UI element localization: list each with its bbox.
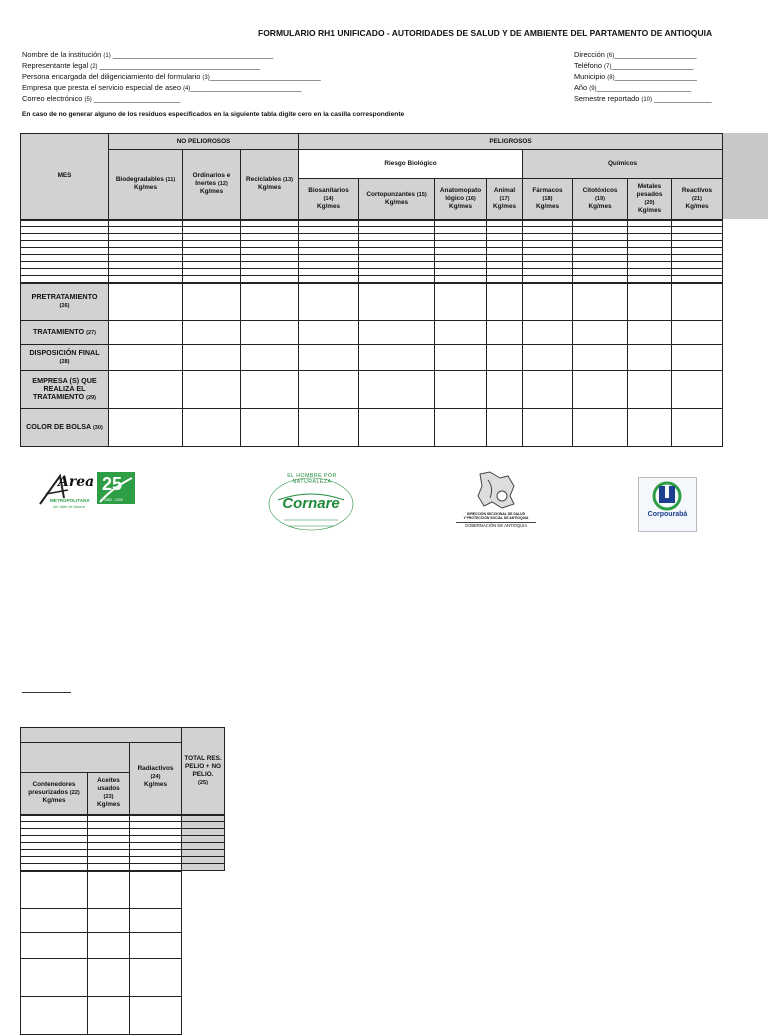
data-cell[interactable] — [523, 283, 573, 321]
data-cell[interactable] — [241, 227, 299, 234]
data-cell[interactable] — [435, 248, 487, 255]
area-sub1: METROPOLITANA — [50, 498, 90, 503]
data-cell[interactable] — [359, 283, 435, 321]
data-cell[interactable] — [672, 371, 723, 409]
field-representante[interactable]: Representante legal (2) _______________________________________ — [22, 61, 260, 70]
table-row — [21, 227, 723, 234]
header-mes: MES — [21, 134, 109, 220]
data-cell[interactable] — [21, 871, 88, 909]
data-cell[interactable] — [109, 283, 183, 321]
table-row — [21, 255, 723, 262]
data-cell[interactable] — [628, 409, 672, 447]
row-label-disposicion: DISPOSICIÓN FINAL (28) — [21, 345, 109, 371]
data-cell[interactable] — [573, 283, 628, 321]
data-cell[interactable] — [299, 248, 359, 255]
header-animal: Animal (17) Kg/mes — [487, 179, 523, 220]
data-cell[interactable] — [523, 248, 573, 255]
data-cell[interactable] — [672, 241, 723, 248]
data-cell[interactable] — [573, 248, 628, 255]
waste-table — [20, 133, 723, 447]
data-cell[interactable] — [628, 227, 672, 234]
data-cell[interactable] — [628, 283, 672, 321]
data-cell[interactable] — [241, 283, 299, 321]
data-cell[interactable] — [359, 262, 435, 269]
month-cell[interactable] — [21, 269, 109, 276]
field-persona-encargada[interactable]: Persona encargada del diligenciamiento del formulario (3)___________________________ — [22, 72, 321, 81]
data-cell[interactable] — [573, 409, 628, 447]
data-cell[interactable] — [435, 255, 487, 262]
corpouraba-logo — [638, 477, 697, 532]
data-cell[interactable] — [183, 345, 241, 371]
data-cell[interactable] — [88, 843, 130, 850]
data-cell[interactable] — [130, 933, 182, 959]
data-cell[interactable] — [183, 409, 241, 447]
header-ordinarios: Ordinarios e Inertes (12) Kg/mes — [183, 150, 241, 220]
data-cell[interactable] — [109, 241, 183, 248]
table-row — [21, 836, 225, 843]
data-cell[interactable] — [21, 829, 88, 836]
data-cell[interactable] — [109, 234, 183, 241]
cornare-word: Cornare — [282, 495, 340, 512]
data-cell[interactable] — [435, 321, 487, 345]
data-cell[interactable] — [672, 262, 723, 269]
data-cell[interactable] — [523, 269, 573, 276]
data-cell[interactable] — [21, 815, 88, 822]
data-cell[interactable] — [88, 822, 130, 829]
header-anatomopatologico: Anatomopato lógico (16) Kg/mes — [435, 179, 487, 220]
data-cell[interactable] — [573, 227, 628, 234]
data-cell[interactable] — [672, 227, 723, 234]
data-cell[interactable] — [435, 269, 487, 276]
data-cell[interactable] — [109, 255, 183, 262]
month-cell[interactable] — [21, 255, 109, 262]
data-cell[interactable] — [130, 850, 182, 857]
data-cell[interactable] — [183, 371, 241, 409]
antioquia-line1: DIRECCIÓN SECCIONAL DE SALUD — [466, 512, 526, 516]
data-cell[interactable] — [487, 371, 523, 409]
data-cell[interactable] — [88, 815, 130, 822]
data-cell[interactable] — [359, 371, 435, 409]
total-cell[interactable] — [182, 850, 225, 857]
field-municipio[interactable]: Municipio (8)____________________ — [574, 72, 697, 81]
total-cell[interactable] — [182, 843, 225, 850]
data-cell[interactable] — [435, 276, 487, 283]
data-cell[interactable] — [628, 269, 672, 276]
header-farmacos: Fármacos (18) Kg/mes — [523, 179, 573, 220]
header-reactivos: Reactivos (21) Kg/mes — [672, 179, 723, 220]
month-cell[interactable] — [21, 241, 109, 248]
header-total: TOTAL RES. PELIO + NO PELIO. (25) — [182, 728, 225, 815]
data-cell[interactable] — [628, 321, 672, 345]
data-cell[interactable] — [573, 234, 628, 241]
header-citotoxicos: Citotóxicos (19) Kg/mes — [573, 179, 628, 220]
data-cell[interactable] — [672, 409, 723, 447]
data-cell[interactable] — [672, 321, 723, 345]
empty-cell — [182, 871, 225, 909]
empty-cell — [182, 933, 225, 959]
data-cell[interactable] — [241, 241, 299, 248]
data-cell[interactable] — [523, 321, 573, 345]
data-cell[interactable] — [299, 255, 359, 262]
separator-line — [22, 692, 71, 693]
data-cell[interactable] — [628, 234, 672, 241]
total-cell[interactable] — [182, 836, 225, 843]
data-cell[interactable] — [523, 255, 573, 262]
data-cell[interactable] — [88, 857, 130, 864]
fields-right — [574, 50, 712, 105]
data-cell[interactable] — [487, 248, 523, 255]
area-word: Area — [58, 474, 95, 490]
table-row — [21, 857, 225, 864]
data-cell[interactable] — [21, 822, 88, 829]
row-label-pretratamiento: PRETRATAMIENTO (26) — [21, 283, 109, 321]
data-cell[interactable] — [573, 345, 628, 371]
empty-cell — [182, 959, 225, 997]
table-row — [21, 850, 225, 857]
data-cell[interactable] — [21, 909, 88, 933]
data-cell[interactable] — [573, 262, 628, 269]
data-cell[interactable] — [21, 959, 88, 997]
total-cell[interactable] — [182, 857, 225, 864]
data-cell[interactable] — [573, 276, 628, 283]
header-metales: Metales pesados (20) Kg/mes — [628, 179, 672, 220]
data-cell[interactable] — [241, 321, 299, 345]
data-cell[interactable] — [183, 248, 241, 255]
data-cell[interactable] — [109, 269, 183, 276]
field-direccion[interactable]: Dirección (6)____________________ — [574, 50, 697, 59]
total-cell[interactable] — [182, 822, 225, 829]
table-row — [21, 864, 225, 871]
data-cell[interactable] — [359, 345, 435, 371]
data-cell[interactable] — [88, 997, 130, 1035]
month-rows — [21, 220, 723, 283]
data-cell[interactable] — [523, 276, 573, 283]
header-cortopunzantes: Cortopunzantes (15) Kg/mes — [359, 179, 435, 220]
data-cell[interactable] — [21, 850, 88, 857]
data-cell[interactable] — [435, 227, 487, 234]
data-cell[interactable] — [183, 234, 241, 241]
header-contenedores: Contenedores presurizados (22) Kg/mes — [21, 773, 88, 815]
data-cell[interactable] — [299, 409, 359, 447]
data-cell[interactable] — [487, 345, 523, 371]
side-gray-block — [722, 133, 768, 219]
data-cell[interactable] — [523, 262, 573, 269]
table-row — [21, 262, 723, 269]
data-cell[interactable] — [487, 269, 523, 276]
data-cell[interactable] — [487, 227, 523, 234]
data-cell[interactable] — [109, 227, 183, 234]
data-cell[interactable] — [672, 269, 723, 276]
total-cell[interactable] — [182, 815, 225, 822]
antioquia-line3: GOBERNACIÓN DE ANTIOQUIA — [456, 522, 536, 528]
data-cell[interactable] — [628, 345, 672, 371]
data-cell[interactable] — [628, 220, 672, 227]
gobernacion-antioquia-logo — [456, 470, 536, 532]
data-cell[interactable] — [241, 255, 299, 262]
data-cell[interactable] — [130, 909, 182, 933]
data-cell[interactable] — [359, 234, 435, 241]
area-years: 1980 - 2005 — [104, 498, 123, 502]
field-empresa-aseo[interactable]: Empresa que presta el servicio especial de aseo (4)___________________________ — [22, 83, 302, 92]
field-correo[interactable]: Correo electrónico (5) _____________________ — [22, 94, 181, 103]
data-cell[interactable] — [628, 262, 672, 269]
data-cell[interactable] — [523, 234, 573, 241]
data-cell[interactable] — [21, 997, 88, 1035]
data-cell[interactable] — [130, 857, 182, 864]
table-row — [21, 241, 723, 248]
data-cell[interactable] — [183, 276, 241, 283]
header-biodegradables: Biodegradables (11) Kg/mes — [109, 150, 183, 220]
t2-month-rows — [21, 815, 225, 871]
table-row — [21, 843, 225, 850]
data-cell[interactable] — [359, 321, 435, 345]
data-cell[interactable] — [487, 409, 523, 447]
data-cell[interactable] — [672, 255, 723, 262]
total-cell[interactable] — [182, 829, 225, 836]
header-reciclables: Reciclables (13) Kg/mes — [241, 150, 299, 220]
data-cell[interactable] — [88, 959, 130, 997]
data-cell[interactable] — [487, 262, 523, 269]
header-peligrosos: PELIGROSOS — [299, 134, 723, 150]
data-cell[interactable] — [573, 371, 628, 409]
data-cell[interactable] — [487, 283, 523, 321]
data-cell[interactable] — [435, 409, 487, 447]
data-cell[interactable] — [523, 371, 573, 409]
data-cell[interactable] — [130, 815, 182, 822]
data-cell[interactable] — [359, 248, 435, 255]
data-cell[interactable] — [523, 227, 573, 234]
header-riesgo-biologico: Riesgo Biológico — [299, 150, 523, 179]
data-cell[interactable] — [487, 241, 523, 248]
data-cell[interactable] — [299, 227, 359, 234]
data-cell[interactable] — [241, 345, 299, 371]
data-cell[interactable] — [241, 409, 299, 447]
data-cell[interactable] — [573, 269, 628, 276]
area-25: 25 — [102, 474, 123, 494]
data-cell[interactable] — [523, 241, 573, 248]
table-row — [21, 276, 723, 283]
data-cell[interactable] — [109, 248, 183, 255]
data-cell[interactable] — [523, 220, 573, 227]
data-cell[interactable] — [88, 836, 130, 843]
data-cell[interactable] — [487, 321, 523, 345]
data-cell[interactable] — [88, 909, 130, 933]
data-cell[interactable] — [299, 262, 359, 269]
table-row — [21, 220, 723, 227]
corpouraba-word: Corpourabá — [647, 511, 688, 518]
data-cell[interactable] — [183, 227, 241, 234]
data-cell[interactable] — [109, 276, 183, 283]
month-cell[interactable] — [21, 234, 109, 241]
data-cell[interactable] — [299, 220, 359, 227]
month-cell[interactable] — [21, 248, 109, 255]
data-cell[interactable] — [21, 843, 88, 850]
area-sub2: del Valle de Aburrá — [53, 505, 85, 509]
month-cell[interactable] — [21, 262, 109, 269]
data-cell[interactable] — [573, 241, 628, 248]
data-cell[interactable] — [523, 345, 573, 371]
data-cell[interactable] — [487, 255, 523, 262]
data-cell[interactable] — [628, 241, 672, 248]
field-ano[interactable]: Año (9)_______________________ — [574, 83, 692, 92]
empty-cell — [182, 909, 225, 933]
data-cell[interactable] — [672, 345, 723, 371]
data-cell[interactable] — [130, 864, 182, 871]
total-cell[interactable] — [182, 864, 225, 871]
t2-header-top — [21, 728, 182, 743]
data-cell[interactable] — [241, 248, 299, 255]
data-cell[interactable] — [241, 262, 299, 269]
month-cell[interactable] — [21, 227, 109, 234]
data-cell[interactable] — [435, 283, 487, 321]
data-cell[interactable] — [435, 241, 487, 248]
data-cell[interactable] — [109, 321, 183, 345]
data-cell[interactable] — [672, 283, 723, 321]
data-cell[interactable] — [241, 269, 299, 276]
data-cell[interactable] — [109, 220, 183, 227]
data-cell[interactable] — [130, 836, 182, 843]
table-row — [21, 269, 723, 276]
data-cell[interactable] — [88, 933, 130, 959]
table-row — [21, 248, 723, 255]
row-label-color-bolsa: COLOR DE BOLSA (30) — [21, 409, 109, 447]
data-cell[interactable] — [109, 371, 183, 409]
data-cell[interactable] — [88, 864, 130, 871]
data-cell[interactable] — [21, 864, 88, 871]
data-cell[interactable] — [487, 276, 523, 283]
data-cell[interactable] — [359, 255, 435, 262]
header-aceites: Aceites usados (23) Kg/mes — [88, 773, 130, 815]
antioquia-map-mark — [456, 470, 536, 510]
row-label-empresa: EMPRESA (S) QUE REALIZA EL TRATAMIENTO (29) — [21, 371, 109, 409]
data-cell[interactable] — [359, 269, 435, 276]
data-cell[interactable] — [183, 269, 241, 276]
data-cell[interactable] — [628, 255, 672, 262]
field-telefono[interactable]: Teléfono (7)____________________ — [574, 61, 694, 70]
data-cell[interactable] — [21, 836, 88, 843]
header-radiactivos: Radiactivos (24) Kg/mes — [130, 743, 182, 815]
data-cell[interactable] — [241, 220, 299, 227]
data-cell[interactable] — [573, 255, 628, 262]
data-cell[interactable] — [573, 321, 628, 345]
cornare-logo — [264, 470, 358, 534]
data-cell[interactable] — [628, 371, 672, 409]
data-cell[interactable] — [573, 220, 628, 227]
data-cell[interactable] — [130, 822, 182, 829]
data-cell[interactable] — [183, 321, 241, 345]
data-cell[interactable] — [487, 220, 523, 227]
field-institucion[interactable]: Nombre de la institución (1) _______________________________________ — [22, 50, 274, 59]
data-cell[interactable] — [183, 283, 241, 321]
data-cell[interactable] — [183, 220, 241, 227]
area-metropolitana-logo — [38, 468, 138, 514]
data-cell[interactable] — [299, 276, 359, 283]
data-cell[interactable] — [130, 843, 182, 850]
data-cell[interactable] — [183, 241, 241, 248]
header-biosanitarios: Biosanitarios (14) Kg/mes — [299, 179, 359, 220]
data-cell[interactable] — [435, 345, 487, 371]
data-cell[interactable] — [487, 234, 523, 241]
data-cell[interactable] — [628, 248, 672, 255]
fields-left — [22, 50, 321, 105]
empty-cell — [182, 997, 225, 1035]
data-cell[interactable] — [130, 871, 182, 909]
data-cell[interactable] — [672, 248, 723, 255]
table-row — [21, 234, 723, 241]
field-semestre[interactable]: Semestre reportado (10) ______________ — [574, 94, 712, 103]
data-cell[interactable] — [130, 997, 182, 1035]
cornare-arc-text: EL HOMBRE POR NATURALEZA — [287, 473, 337, 485]
data-cell[interactable] — [130, 829, 182, 836]
data-cell[interactable] — [299, 345, 359, 371]
data-cell[interactable] — [299, 371, 359, 409]
data-cell[interactable] — [359, 409, 435, 447]
data-cell[interactable] — [672, 220, 723, 227]
waste-table-continued — [20, 727, 225, 1035]
data-cell[interactable] — [109, 345, 183, 371]
data-cell[interactable] — [183, 262, 241, 269]
data-cell[interactable] — [672, 276, 723, 283]
row-label-tratamiento: TRATAMIENTO (27) — [21, 321, 109, 345]
data-cell[interactable] — [359, 220, 435, 227]
table-row — [21, 822, 225, 829]
data-cell[interactable] — [21, 933, 88, 959]
data-cell[interactable] — [359, 276, 435, 283]
data-cell[interactable] — [435, 371, 487, 409]
data-cell[interactable] — [130, 959, 182, 997]
data-cell[interactable] — [299, 321, 359, 345]
table-row — [21, 815, 225, 822]
data-cell[interactable] — [109, 262, 183, 269]
form-title: FORMULARIO RH1 UNIFICADO - AUTORIDADES DE SALUD Y DE AMBIENTE DEL PARTAMENTO DE ANTIOQUIA — [258, 28, 713, 38]
month-cell[interactable] — [21, 276, 109, 283]
data-cell[interactable] — [299, 283, 359, 321]
data-cell[interactable] — [299, 234, 359, 241]
data-cell[interactable] — [523, 409, 573, 447]
table-row — [21, 829, 225, 836]
antioquia-line2: Y PROTECCIÓN SOCIAL DE ANTIOQUIA — [463, 516, 529, 520]
data-cell[interactable] — [183, 255, 241, 262]
instruction-note: En caso de no generar alguno de los residuos especificados en la siguiente tabla digite cero en la casilla correspondiente — [22, 111, 405, 118]
header-quimicos: Químicos — [523, 150, 723, 179]
data-cell[interactable] — [21, 857, 88, 864]
data-cell[interactable] — [109, 409, 183, 447]
data-cell[interactable] — [672, 234, 723, 241]
t2-header-mid — [21, 743, 130, 773]
month-cell[interactable] — [21, 220, 109, 227]
data-cell[interactable] — [241, 371, 299, 409]
header-no-peligrosos: NO PELIOROSOS — [109, 134, 299, 150]
data-cell[interactable] — [88, 850, 130, 857]
data-cell[interactable] — [628, 276, 672, 283]
data-cell[interactable] — [299, 241, 359, 248]
data-cell[interactable] — [435, 262, 487, 269]
data-cell[interactable] — [299, 269, 359, 276]
data-cell[interactable] — [359, 227, 435, 234]
data-cell[interactable] — [359, 241, 435, 248]
data-cell[interactable] — [435, 234, 487, 241]
data-cell[interactable] — [241, 276, 299, 283]
data-cell[interactable] — [88, 871, 130, 909]
data-cell[interactable] — [435, 220, 487, 227]
data-cell[interactable] — [241, 234, 299, 241]
data-cell[interactable] — [88, 829, 130, 836]
